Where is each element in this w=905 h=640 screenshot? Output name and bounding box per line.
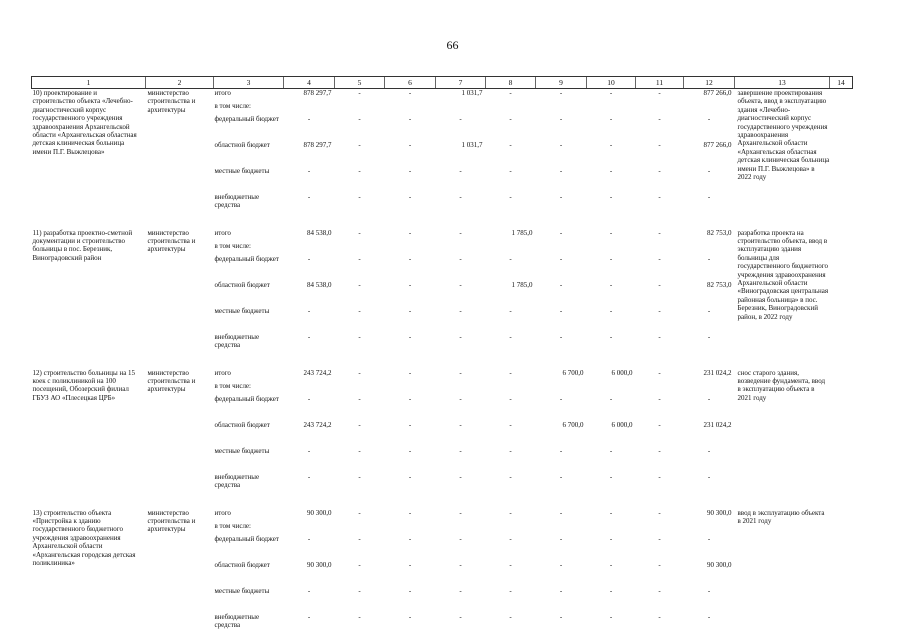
empty-cell <box>830 509 853 639</box>
amount-cell: - <box>609 280 613 289</box>
amount-cell: - <box>559 306 563 315</box>
amount-cell <box>486 102 536 115</box>
amount-cell: - <box>658 394 661 403</box>
funding-source: федеральный бюджет <box>214 394 279 403</box>
amount-cell: - <box>307 114 311 123</box>
funding-source: внебюджетные средства <box>214 472 260 489</box>
amount-cell: - <box>307 166 311 175</box>
table-row <box>32 229 853 242</box>
amount-cell: - <box>559 586 563 595</box>
amount-cell: - <box>707 254 711 263</box>
column-header: 12 <box>684 77 735 89</box>
amount-cell: 243 724,2 <box>303 368 332 377</box>
amount-cell: - <box>609 192 613 201</box>
amount-cell: - <box>307 394 311 403</box>
amount-cell: - <box>307 254 311 263</box>
amount-cell: - <box>358 586 361 595</box>
executor: министерство строительства и архитектуры <box>147 89 196 114</box>
amount-cell: - <box>509 586 512 595</box>
amount-cell: - <box>408 166 412 175</box>
amount-cell: - <box>509 140 512 149</box>
amount-cell: 877 266,0 <box>703 140 732 149</box>
amount-cell: - <box>459 534 462 543</box>
amount-cell: - <box>459 508 462 517</box>
block-spacer <box>32 499 853 509</box>
amount-cell <box>486 522 536 535</box>
amount-cell: 231 024,2 <box>703 368 732 377</box>
amount-cell: - <box>509 508 512 517</box>
expected-result: разработка проекта на строительство объекта, ввод в эксплуатацию здания больницы для государственного бюджетного учреждения здравоохранения Архангельской области «Виноградовская центральная районная больница» в пос. Березник, Виноградовский район, в 2022 году <box>737 228 829 321</box>
amount-cell: - <box>609 508 613 517</box>
amount-cell: - <box>559 534 563 543</box>
amount-cell <box>335 522 385 535</box>
page-number: 66 <box>446 38 459 52</box>
amount-cell <box>486 382 536 395</box>
amount-cell <box>536 522 587 535</box>
amount-cell: - <box>707 586 711 595</box>
project-name: 10) проектирование и строительство объекта «Лечебно-диагностический корпус государственного учреждения здравоохранения Архангельской области «Архангельская областная детская клиническая больница имени П.Г. Выжлецова» <box>32 89 137 156</box>
amount-cell: - <box>358 114 361 123</box>
amount-cell: - <box>559 114 563 123</box>
amount-cell <box>684 382 735 395</box>
amount-cell: - <box>658 332 661 341</box>
amount-cell: 6 000,0 <box>611 420 633 429</box>
amount-cell: - <box>559 394 563 403</box>
amount-cell: - <box>609 446 613 455</box>
amount-cell: 243 724,2 <box>303 420 332 429</box>
table-row <box>32 509 853 522</box>
amount-cell: - <box>307 472 311 481</box>
funding-source: федеральный бюджет <box>214 254 279 263</box>
funding-source: в том числе: <box>214 101 251 110</box>
funding-source: областной бюджет <box>214 560 270 569</box>
column-header: 9 <box>536 77 587 89</box>
amount-cell: - <box>559 192 563 201</box>
amount-cell: - <box>358 280 361 289</box>
amount-cell: - <box>358 192 361 201</box>
amount-cell <box>385 242 436 255</box>
empty-cell <box>830 369 853 499</box>
amount-cell <box>536 382 587 395</box>
amount-cell: - <box>307 192 311 201</box>
project-name: 11) разработка проектно-сметной документации и строительство больницы в пос. Березник, Виноградовский район <box>32 228 133 262</box>
amount-cell: - <box>408 140 412 149</box>
amount-cell: - <box>408 280 412 289</box>
amount-cell: - <box>609 472 613 481</box>
amount-cell: - <box>658 306 661 315</box>
amount-cell: 6 700,0 <box>562 368 584 377</box>
amount-cell: - <box>658 228 661 237</box>
amount-cell <box>587 242 636 255</box>
table-row <box>32 89 853 102</box>
amount-cell: - <box>658 534 661 543</box>
funding-source: областной бюджет <box>214 280 270 289</box>
amount-cell: - <box>509 534 512 543</box>
funding-source: внебюджетные средства <box>214 612 260 629</box>
amount-cell: - <box>509 612 512 621</box>
amount-cell: - <box>358 508 361 517</box>
funding-source: местные бюджеты <box>214 446 270 455</box>
funding-source: итого <box>214 89 231 97</box>
column-header: 13 <box>735 77 830 89</box>
funding-source: в том числе: <box>214 241 251 250</box>
amount-cell: - <box>609 114 613 123</box>
amount-cell: - <box>358 306 361 315</box>
amount-cell: - <box>307 534 311 543</box>
expected-result: завершение проектирования объекта, ввод в эксплуатацию здания «Лечебно-диагностический корпус государственного учреждения здравоохранения Архангельской области «Архангельская областная детская клиническая больница имени П.Г. Выжлецова» в 2022 году <box>737 89 830 182</box>
amount-cell: - <box>358 446 361 455</box>
funding-source: итого <box>214 508 231 517</box>
amount-cell: - <box>358 472 361 481</box>
amount-cell: 82 753,0 <box>707 228 732 237</box>
executor: министерство строительства и архитектуры <box>147 508 196 534</box>
amount-cell: - <box>509 166 512 175</box>
amount-cell: - <box>358 332 361 341</box>
amount-cell <box>335 382 385 395</box>
amount-cell: 90 300,0 <box>307 508 332 517</box>
column-header: 14 <box>830 77 853 89</box>
amount-cell: - <box>459 612 462 621</box>
funding-source: в том числе: <box>214 521 251 530</box>
amount-cell: - <box>707 192 711 201</box>
funding-source: в том числе: <box>214 381 251 390</box>
amount-cell: - <box>658 192 661 201</box>
amount-cell: - <box>408 420 412 429</box>
amount-cell: - <box>707 166 711 175</box>
amount-cell <box>587 102 636 115</box>
amount-cell: - <box>707 332 711 341</box>
column-header: 11 <box>636 77 684 89</box>
expected-result: снос старого здания, возведение фундамента, ввод в эксплуатацию объекта в 2021 году <box>737 368 826 402</box>
amount-cell: - <box>559 166 563 175</box>
amount-cell: - <box>509 446 512 455</box>
column-header: 7 <box>436 77 486 89</box>
amount-cell: - <box>459 420 462 429</box>
amount-cell: - <box>358 612 361 621</box>
funding-source: областной бюджет <box>214 420 270 429</box>
amount-cell: - <box>609 254 613 263</box>
column-header: 10 <box>587 77 636 89</box>
amount-cell: - <box>358 228 361 237</box>
table-body <box>32 89 853 639</box>
amount-cell: - <box>559 612 563 621</box>
amount-cell: - <box>658 280 661 289</box>
amount-cell: - <box>609 586 613 595</box>
amount-cell <box>684 522 735 535</box>
empty-cell <box>830 229 853 359</box>
amount-cell: 1 031,7 <box>461 140 483 149</box>
amount-cell: - <box>559 89 563 97</box>
amount-cell: - <box>459 280 462 289</box>
amount-cell: - <box>509 306 512 315</box>
amount-cell: 90 300,0 <box>707 508 732 517</box>
amount-cell: - <box>408 306 412 315</box>
amount-cell: - <box>358 89 361 97</box>
amount-cell <box>436 382 486 395</box>
funding-source: внебюджетные средства <box>214 192 260 209</box>
amount-cell: - <box>459 254 462 263</box>
funding-source: федеральный бюджет <box>214 114 279 123</box>
amount-cell: - <box>459 368 462 377</box>
amount-cell: - <box>559 508 563 517</box>
funding-source: внебюджетные средства <box>214 332 260 349</box>
amount-cell <box>636 382 684 395</box>
amount-cell: - <box>459 192 462 201</box>
amount-cell: - <box>509 89 512 97</box>
amount-cell <box>284 242 335 255</box>
column-header: 2 <box>146 77 214 89</box>
amount-cell: - <box>358 420 361 429</box>
amount-cell: - <box>707 534 711 543</box>
amount-cell: - <box>459 446 462 455</box>
amount-cell: - <box>609 306 613 315</box>
amount-cell: - <box>609 166 613 175</box>
amount-cell: - <box>459 586 462 595</box>
amount-cell: 90 300,0 <box>707 560 732 569</box>
amount-cell: - <box>408 228 412 237</box>
amount-cell <box>284 382 335 395</box>
block-spacer <box>32 219 853 229</box>
amount-cell: - <box>559 228 563 237</box>
amount-cell: - <box>408 612 412 621</box>
amount-cell <box>587 382 636 395</box>
amount-cell: - <box>509 560 512 569</box>
amount-cell: - <box>609 332 613 341</box>
amount-cell: - <box>658 368 661 377</box>
amount-cell: - <box>358 368 361 377</box>
amount-cell: 90 300,0 <box>307 560 332 569</box>
amount-cell: - <box>408 446 412 455</box>
amount-cell <box>684 102 735 115</box>
column-numbers-row <box>32 77 853 89</box>
amount-cell: - <box>459 114 462 123</box>
amount-cell: - <box>609 140 613 149</box>
amount-cell: - <box>559 332 563 341</box>
amount-cell: - <box>459 560 462 569</box>
amount-cell: - <box>509 420 512 429</box>
amount-cell: - <box>408 586 412 595</box>
spacer-cell <box>32 499 853 509</box>
amount-cell <box>636 522 684 535</box>
amount-cell: - <box>658 586 661 595</box>
amount-cell: - <box>459 228 462 237</box>
empty-cell <box>830 89 853 219</box>
amount-cell: - <box>358 394 361 403</box>
amount-cell: - <box>459 472 462 481</box>
column-header: 4 <box>284 77 335 89</box>
column-header: 3 <box>214 77 284 89</box>
amount-cell: - <box>707 114 711 123</box>
funding-source: местные бюджеты <box>214 166 270 175</box>
column-header: 6 <box>385 77 436 89</box>
amount-cell: - <box>658 560 661 569</box>
amount-cell <box>486 242 536 255</box>
amount-cell: - <box>459 306 462 315</box>
amount-cell: - <box>559 472 563 481</box>
amount-cell <box>284 522 335 535</box>
amount-cell <box>385 382 436 395</box>
amount-cell: - <box>609 612 613 621</box>
executor: министерство строительства и архитектуры <box>147 228 196 254</box>
amount-cell: 1 785,0 <box>511 280 533 289</box>
amount-cell: - <box>358 254 361 263</box>
amount-cell: - <box>408 192 412 201</box>
executor: министерство строительства и архитектуры <box>147 368 196 394</box>
amount-cell: - <box>707 446 711 455</box>
amount-cell: 878 297,7 <box>303 140 332 149</box>
amount-cell: - <box>509 332 512 341</box>
amount-cell: - <box>609 394 613 403</box>
block-spacer <box>32 359 853 369</box>
amount-cell: - <box>609 534 613 543</box>
amount-cell: - <box>307 612 311 621</box>
amount-cell: 6 700,0 <box>562 420 584 429</box>
amount-cell: - <box>658 472 661 481</box>
amount-cell: 1 031,7 <box>461 89 483 97</box>
amount-cell: - <box>707 394 711 403</box>
amount-cell: - <box>459 394 462 403</box>
amount-cell: - <box>358 140 361 149</box>
amount-cell: - <box>658 166 661 175</box>
expected-result: ввод в эксплуатацию объекта в 2021 году <box>737 508 825 525</box>
amount-cell <box>684 242 735 255</box>
project-name: 13) строительство объекта «Пристройка к зданию государственного бюджетного учреждения здравоохранения Архангельской области «Архангельская городская детская поликлиника» <box>32 508 136 567</box>
amount-cell: - <box>358 560 361 569</box>
amount-cell: - <box>408 368 412 377</box>
amount-cell: - <box>658 114 661 123</box>
amount-cell: - <box>509 368 512 377</box>
amount-cell: 877 266,0 <box>703 89 732 97</box>
amount-cell: - <box>408 534 412 543</box>
amount-cell: - <box>307 306 311 315</box>
column-header: 8 <box>486 77 536 89</box>
column-header: 5 <box>335 77 385 89</box>
amount-cell: - <box>509 192 512 201</box>
amount-cell: - <box>707 306 711 315</box>
amount-cell: - <box>408 114 412 123</box>
amount-cell: - <box>509 254 512 263</box>
amount-cell: - <box>358 534 361 543</box>
amount-cell: - <box>559 446 563 455</box>
amount-cell: - <box>408 332 412 341</box>
amount-cell: - <box>707 472 711 481</box>
amount-cell: 6 000,0 <box>611 368 633 377</box>
amount-cell <box>284 102 335 115</box>
amount-cell: - <box>559 280 563 289</box>
amount-cell: - <box>658 140 661 149</box>
amount-cell: - <box>307 446 311 455</box>
amount-cell: - <box>658 612 661 621</box>
amount-cell <box>536 102 587 115</box>
amount-cell: - <box>609 560 613 569</box>
amount-cell: - <box>609 228 613 237</box>
amount-cell: - <box>509 114 512 123</box>
amount-cell: - <box>408 508 412 517</box>
table-row <box>32 369 853 382</box>
amount-cell: - <box>658 420 661 429</box>
amount-cell: 231 024,2 <box>703 420 732 429</box>
amount-cell: - <box>459 166 462 175</box>
amount-cell: - <box>408 254 412 263</box>
amount-cell: - <box>459 332 462 341</box>
amount-cell <box>436 522 486 535</box>
amount-cell: - <box>609 89 613 97</box>
spacer-cell <box>32 219 853 229</box>
amount-cell <box>385 522 436 535</box>
amount-cell: - <box>559 560 563 569</box>
spacer-cell <box>32 359 853 369</box>
amount-cell: - <box>658 508 661 517</box>
amount-cell <box>335 242 385 255</box>
project-name: 12) строительство больницы на 15 коек с поликлиникой на 100 посещений, Обозерский филиал ГБУЗ АО «Плесецкая ЦРБ» <box>32 368 136 402</box>
amount-cell: 84 538,0 <box>307 280 332 289</box>
funding-source: итого <box>214 228 231 237</box>
amount-cell: - <box>509 394 512 403</box>
amount-cell: - <box>509 472 512 481</box>
column-header: 1 <box>32 77 146 89</box>
amount-cell: - <box>658 89 661 97</box>
amount-cell: - <box>408 394 412 403</box>
funding-source: итого <box>214 368 231 377</box>
amount-cell: 1 785,0 <box>511 228 533 237</box>
amount-cell <box>436 102 486 115</box>
amount-cell: - <box>559 254 563 263</box>
amount-cell: - <box>658 254 661 263</box>
amount-cell <box>335 102 385 115</box>
amount-cell: - <box>559 140 563 149</box>
amount-cell: - <box>358 166 361 175</box>
amount-cell: 878 297,7 <box>303 89 332 97</box>
funding-source: местные бюджеты <box>214 586 270 595</box>
funding-source: областной бюджет <box>214 140 270 149</box>
amount-cell: 82 753,0 <box>707 280 732 289</box>
amount-cell <box>385 102 436 115</box>
funding-source: федеральный бюджет <box>214 534 279 543</box>
budget-table <box>31 76 853 639</box>
amount-cell <box>436 242 486 255</box>
amount-cell: - <box>307 332 311 341</box>
amount-cell: - <box>307 586 311 595</box>
amount-cell: - <box>408 472 412 481</box>
amount-cell: 84 538,0 <box>307 228 332 237</box>
amount-cell: - <box>658 446 661 455</box>
funding-source: местные бюджеты <box>214 306 270 315</box>
amount-cell: - <box>408 560 412 569</box>
amount-cell <box>636 242 684 255</box>
amount-cell: - <box>707 612 711 621</box>
amount-cell <box>536 242 587 255</box>
amount-cell <box>636 102 684 115</box>
amount-cell: - <box>408 89 412 97</box>
amount-cell <box>587 522 636 535</box>
